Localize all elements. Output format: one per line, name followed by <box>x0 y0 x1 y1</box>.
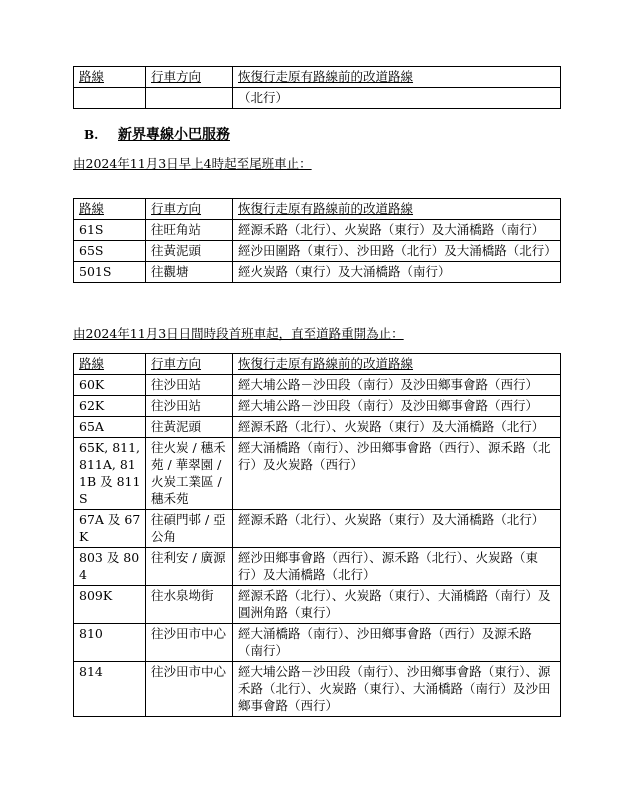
cell-route: 803 及 804 <box>74 548 146 586</box>
cell-direction: 往旺角站 <box>146 220 233 241</box>
cell-direction: 往黃泥頭 <box>146 241 233 262</box>
table-row <box>74 624 561 662</box>
cell-direction: 往觀塘 <box>146 262 233 283</box>
cell-direction: 往沙田市中心 <box>146 662 233 717</box>
cell-diversion: 經沙田鄉事會路（西行）、源禾路（北行）、火炭路（東行）及大涌橋路（北行） <box>233 548 561 586</box>
cell-route: 65K, 811, 811A, 811B 及 811S <box>74 438 146 510</box>
cell-direction: 往碩門邨 / 亞公角 <box>146 510 233 548</box>
section-label: B. <box>84 128 99 142</box>
header-diversion: 恢復行走原有路線前的改道路線 <box>233 199 561 220</box>
cell-direction: 往水泉坳街 <box>146 586 233 624</box>
table-row <box>74 396 561 417</box>
cell-direction: 往利安 / 廣源 <box>146 548 233 586</box>
table-header-row <box>74 67 561 88</box>
cell-diversion: 經大埔公路－沙田段（南行）及沙田鄉事會路（西行） <box>233 375 561 396</box>
cell-route: 65A <box>74 417 146 438</box>
cell-route: 809K <box>74 586 146 624</box>
table-row <box>74 220 561 241</box>
cell-diversion: 經大埔公路－沙田段（南行）及沙田鄉事會路（西行） <box>233 396 561 417</box>
cell-diversion: 經源禾路（北行）、火炭路（東行）、大涌橋路（南行）及圓洲角路（東行） <box>233 586 561 624</box>
header-route: 路線 <box>74 199 146 220</box>
cell-direction: 往黃泥頭 <box>146 417 233 438</box>
cell-route: 501S <box>74 262 146 283</box>
table-row <box>74 662 561 717</box>
header-direction: 行車方向 <box>146 354 233 375</box>
cell-diversion: 經大埔公路－沙田段（南行）、沙田鄉事會路（東行）、源禾路（北行）、火炭路（東行）、大涌橋路（南行）及沙田鄉事會路（西行） <box>233 662 561 717</box>
table-row <box>74 88 561 109</box>
cell-diversion: 經大涌橋路（南行）、沙田鄉事會路（西行）、源禾路（北行）及火炭路（西行） <box>233 438 561 510</box>
cell-diversion: 經沙田圍路（東行）、沙田路（北行）及大涌橋路（北行） <box>233 241 561 262</box>
table-row <box>74 262 561 283</box>
table-header-row <box>74 199 561 220</box>
cell-direction: 往沙田站 <box>146 375 233 396</box>
section-title: 新界專線小巴服務 <box>118 127 230 143</box>
header-diversion: 恢復行走原有路線前的改道路線 <box>233 354 561 375</box>
header-direction: 行車方向 <box>146 67 233 88</box>
table-header-row <box>74 354 561 375</box>
cell-direction: 往火炭 / 穗禾苑 / 華翠園 / 火炭工業區 / 穗禾苑 <box>146 438 233 510</box>
section-heading <box>84 124 230 144</box>
cell-route: 67A 及 67K <box>74 510 146 548</box>
cell-diversion: 經源禾路（北行）、火炭路（東行）及大涌橋路（北行） <box>233 417 561 438</box>
cell-diversion: 經源禾路（北行）、火炭路（東行）及大涌橋路（南行） <box>233 220 561 241</box>
cell-diversion: （北行） <box>233 88 561 109</box>
cell-direction: 往沙田站 <box>146 396 233 417</box>
cell-route: 61S <box>74 220 146 241</box>
table-row <box>74 417 561 438</box>
table-row <box>74 438 561 510</box>
cell-diversion: 經源禾路（北行）、火炭路（東行）及大涌橋路（北行） <box>233 510 561 548</box>
table-row <box>74 375 561 396</box>
effective-date-note-1: 由2024年11月3日早上4時起至尾班車止： <box>73 156 312 171</box>
header-route: 路線 <box>74 354 146 375</box>
cell-route: 62K <box>74 396 146 417</box>
effective-date-note-2: 由2024年11月3日日間時段首班車起，直至道路重開為止： <box>73 326 404 341</box>
diversion-table-2 <box>73 353 561 717</box>
cell-diversion: 經大涌橋路（南行）、沙田鄉事會路（西行）及源禾路（南行） <box>233 624 561 662</box>
table-row <box>74 510 561 548</box>
header-direction: 行車方向 <box>146 199 233 220</box>
cell-route <box>74 88 146 109</box>
cell-direction <box>146 88 233 109</box>
table-row <box>74 548 561 586</box>
cell-direction: 往沙田市中心 <box>146 624 233 662</box>
cell-route: 60K <box>74 375 146 396</box>
diversion-table-top <box>73 66 561 109</box>
diversion-table-1 <box>73 198 561 283</box>
table-row <box>74 586 561 624</box>
header-route: 路線 <box>74 67 146 88</box>
cell-route: 814 <box>74 662 146 717</box>
table-row <box>74 241 561 262</box>
header-diversion: 恢復行走原有路線前的改道路線 <box>233 67 561 88</box>
cell-diversion: 經火炭路（東行）及大涌橋路（南行） <box>233 262 561 283</box>
cell-route: 810 <box>74 624 146 662</box>
cell-route: 65S <box>74 241 146 262</box>
